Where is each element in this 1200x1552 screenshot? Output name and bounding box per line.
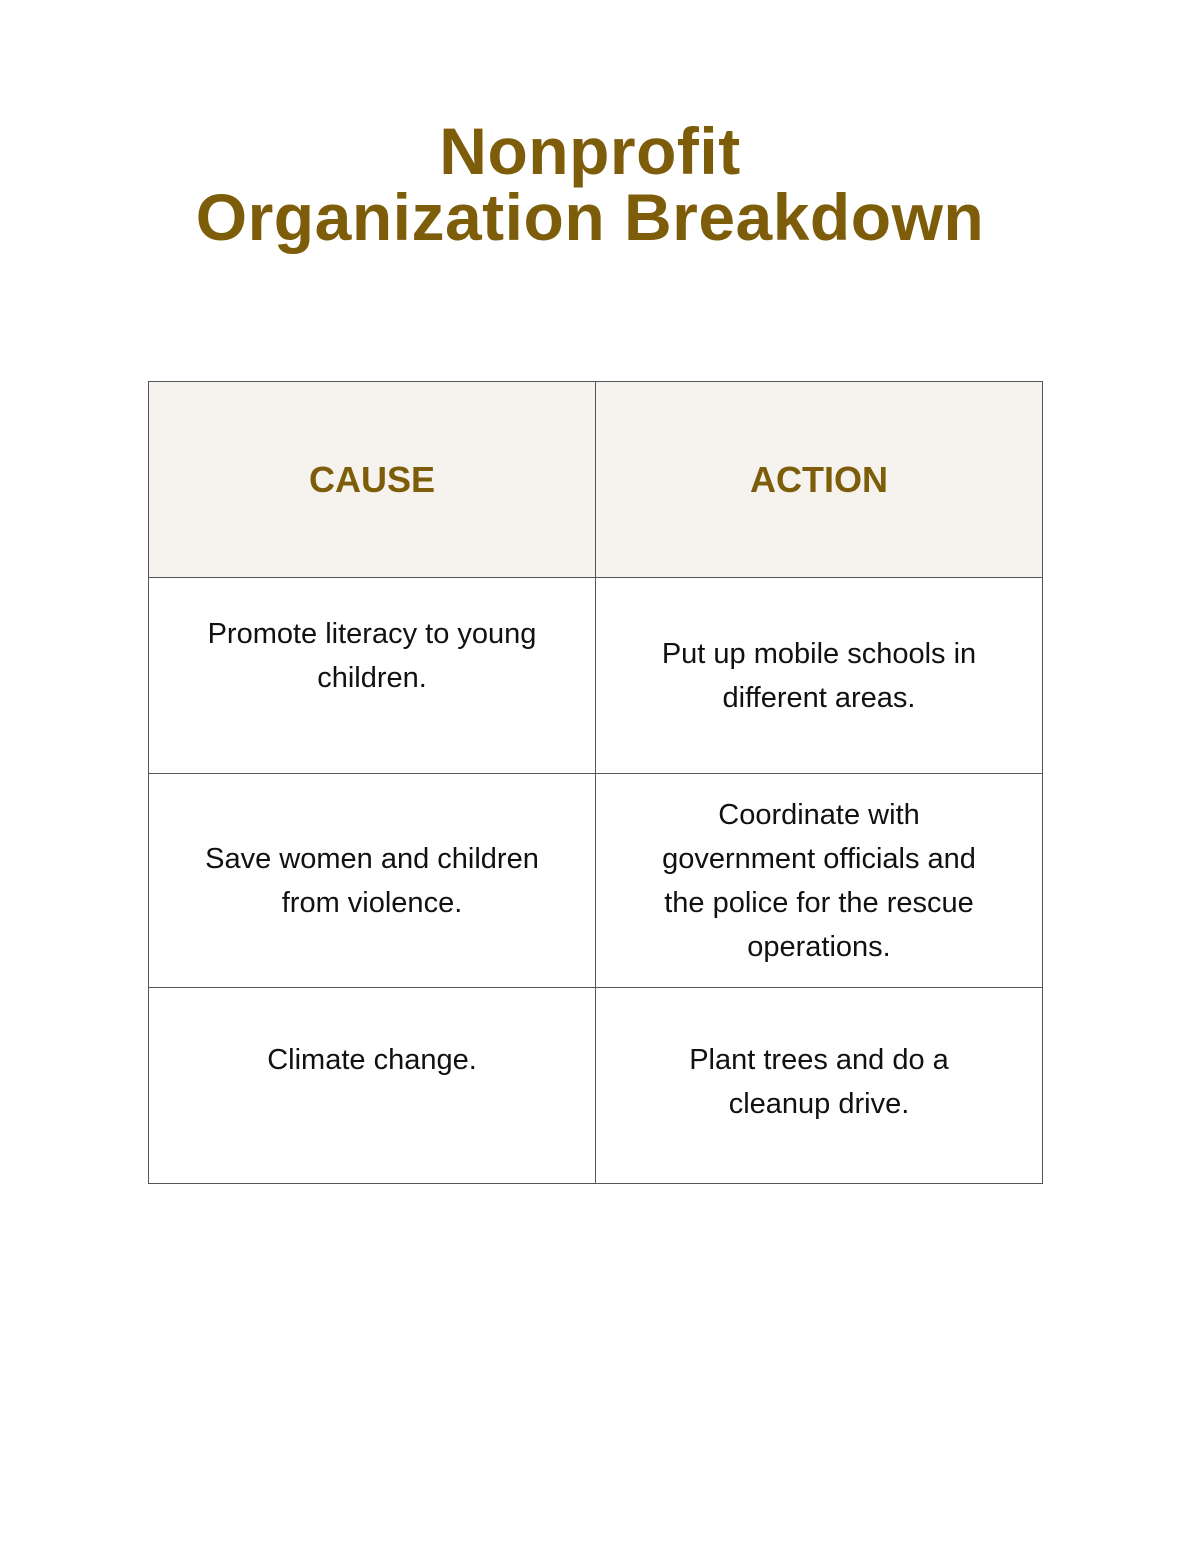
action-text: Plant trees and do a cleanup drive. (689, 1044, 949, 1120)
title-line-2: Organization Breakdown (195, 180, 985, 254)
cause-text: Climate change. (267, 1044, 477, 1076)
action-text: Coordinate with government officials and the police for the rescue operations. (662, 798, 976, 963)
cause-cell (149, 988, 596, 1184)
action-cell (596, 988, 1043, 1184)
header-cause: CAUSE (149, 382, 596, 578)
table-row (149, 578, 1043, 774)
table-row (149, 988, 1043, 1184)
cause-cell (149, 774, 596, 988)
table-header-row (149, 382, 1043, 578)
cause-cell (149, 578, 596, 774)
header-action: ACTION (596, 382, 1043, 578)
action-text: Put up mobile schools in different areas. (661, 637, 977, 714)
action-cell (596, 774, 1043, 988)
cause-text: Promote literacy to young children. (207, 617, 537, 694)
page-title (0, 114, 1180, 254)
cause-action-table (148, 381, 1043, 1184)
cause-text: Save women and children from violence. (205, 842, 539, 919)
title-line-1: Nonprofit (439, 114, 741, 188)
table-row (149, 774, 1043, 988)
action-cell (596, 578, 1043, 774)
